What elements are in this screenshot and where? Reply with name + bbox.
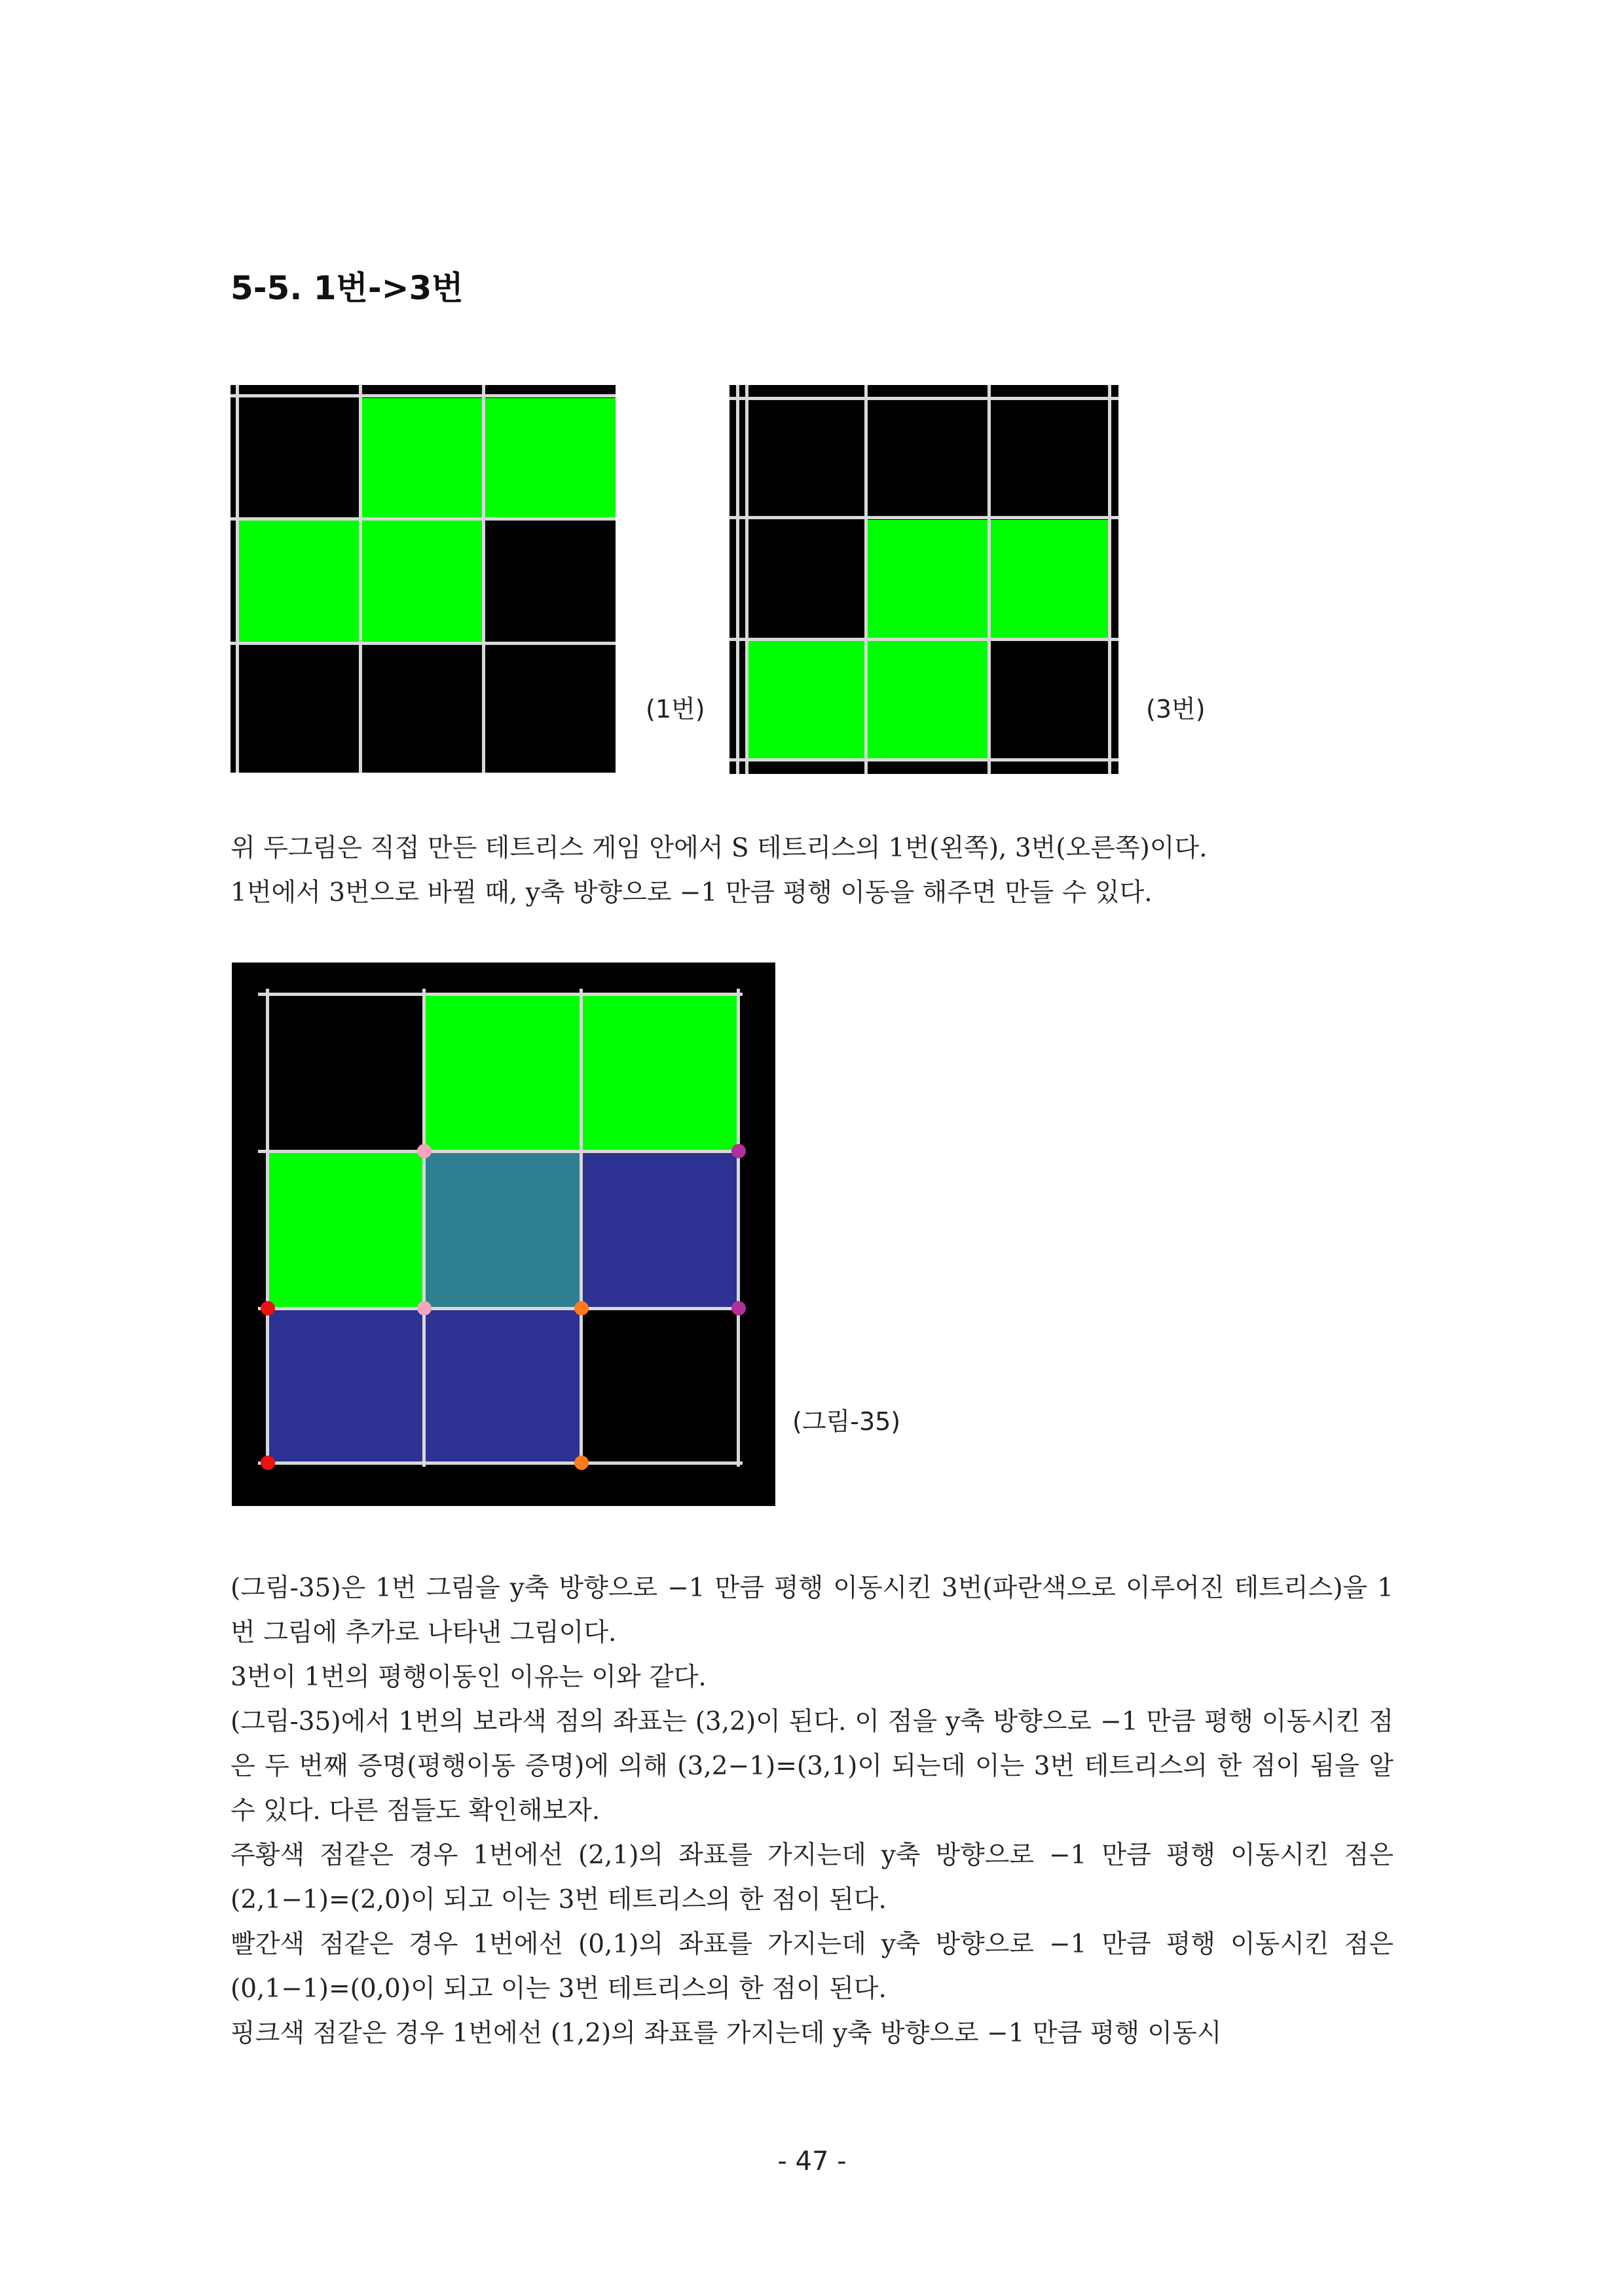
body-paragraph: (그림-35)은 1번 그림을 y축 방향으로 −1 만큼 평행 이동시킨 3번(파란색으로 이루어진 테트리스)을 1번 그림에 추가로 나타낸 그림이다. <box>231 1573 1393 1647</box>
figure-35-caption: (그림-35) <box>792 1407 901 1436</box>
grid-line <box>482 385 485 773</box>
orange-point <box>574 1301 589 1315</box>
body-text <box>231 1566 1393 2056</box>
grid-line <box>737 989 740 1467</box>
grid-cell <box>867 640 989 758</box>
grid-cell <box>748 640 867 758</box>
grid-line <box>258 993 743 996</box>
intro-line: 1번에서 3번으로 바뀔 때, y축 방향으로 −1 만큼 평행 이동을 해주면 만들 수 있다. <box>231 878 1153 908</box>
grid-line <box>231 642 616 645</box>
section-heading: 5-5. 1번->3번 <box>231 269 464 307</box>
grid-line <box>236 385 239 773</box>
grid-cell <box>360 520 483 642</box>
grid-line <box>231 394 616 397</box>
grid-line <box>864 385 868 774</box>
intro-paragraph <box>231 826 1393 915</box>
orange-point <box>574 1456 589 1470</box>
tetris-figure-3 <box>729 385 1118 774</box>
grid-cell <box>867 520 989 638</box>
grid-line <box>736 385 739 774</box>
grid-line <box>729 758 1118 762</box>
figure-3-caption: (3번) <box>1146 695 1206 724</box>
pink-point <box>417 1301 432 1315</box>
grid-line <box>258 1461 743 1465</box>
grid-line <box>987 385 991 774</box>
body-paragraph: 3번이 1번의 평행이동인 이유는 이와 같다. <box>231 1662 707 1692</box>
grid-line <box>729 516 1118 519</box>
grid-cell <box>583 995 737 1150</box>
grid-line <box>422 989 426 1467</box>
grid-cell <box>360 398 483 517</box>
body-paragraph: (그림-35)에서 1번의 보라색 점의 좌표는 (3,2)이 된다. 이 점을 y축 방향으로 −1 만큼 평행 이동시킨 점은 두 번째 증명(평행이동 증명)에 의해 (3,2−1)=(3,1)이 되는데 이는 3번 테트리스의 한 점이 됨을 알 수 있다. 다른 점들도 확인해보자. <box>231 1707 1393 1826</box>
intro-line: 위 두그림은 직접 만든 테트리스 게임 안에서 S 테트리스의 1번(왼쪽), 3번(오른쪽)이다. <box>231 834 1208 863</box>
grid-cell <box>989 520 1109 638</box>
body-paragraph: 핑크색 점같은 경우 1번에선 (1,2)의 좌표를 가지는데 y축 방향으로 −1 만큼 평행 이동시 <box>231 2019 1222 2048</box>
grid-cell <box>238 520 360 642</box>
purple-point <box>731 1144 746 1158</box>
overlap-cell <box>426 1152 580 1307</box>
red-point <box>261 1456 275 1470</box>
grid-line <box>729 397 1118 400</box>
translated-cell <box>268 1310 423 1461</box>
grid-line <box>359 385 362 773</box>
grid-line <box>580 989 583 1467</box>
grid-line <box>231 517 616 521</box>
body-paragraph: 빨간색 점같은 경우 1번에선 (0,1)의 좌표를 가지는데 y축 방향으로 −1 만큼 평행 이동시킨 점은 (0,1−1)=(0,0)이 되고 이는 3번 테트리스의 한 점이 된다. <box>231 1930 1393 2004</box>
body-paragraph: 주황색 점같은 경우 1번에선 (2,1)의 좌표를 가지는데 y축 방향으로 −1 만큼 평행 이동시킨 점은 (2,1−1)=(2,0)이 되고 이는 3번 테트리스의 한 점이 된다. <box>231 1841 1393 1915</box>
grid-cell <box>483 398 616 517</box>
grid-line <box>745 385 748 774</box>
grid-line <box>1108 385 1111 774</box>
page-number: - 47 - <box>777 2146 847 2176</box>
purple-point <box>731 1301 746 1315</box>
grid-cell <box>268 1152 423 1307</box>
grid-line <box>258 1307 743 1310</box>
grid-line <box>266 989 269 1467</box>
grid-cell <box>426 995 580 1150</box>
figure-35 <box>232 963 775 1506</box>
pink-point <box>417 1144 432 1158</box>
grid-line <box>258 1150 743 1153</box>
red-point <box>261 1301 275 1315</box>
tetris-figure-1 <box>231 385 616 773</box>
translated-cell <box>583 1152 737 1307</box>
translated-cell <box>426 1310 580 1461</box>
figure-1-caption: (1번) <box>646 695 705 724</box>
grid-line <box>729 638 1118 641</box>
